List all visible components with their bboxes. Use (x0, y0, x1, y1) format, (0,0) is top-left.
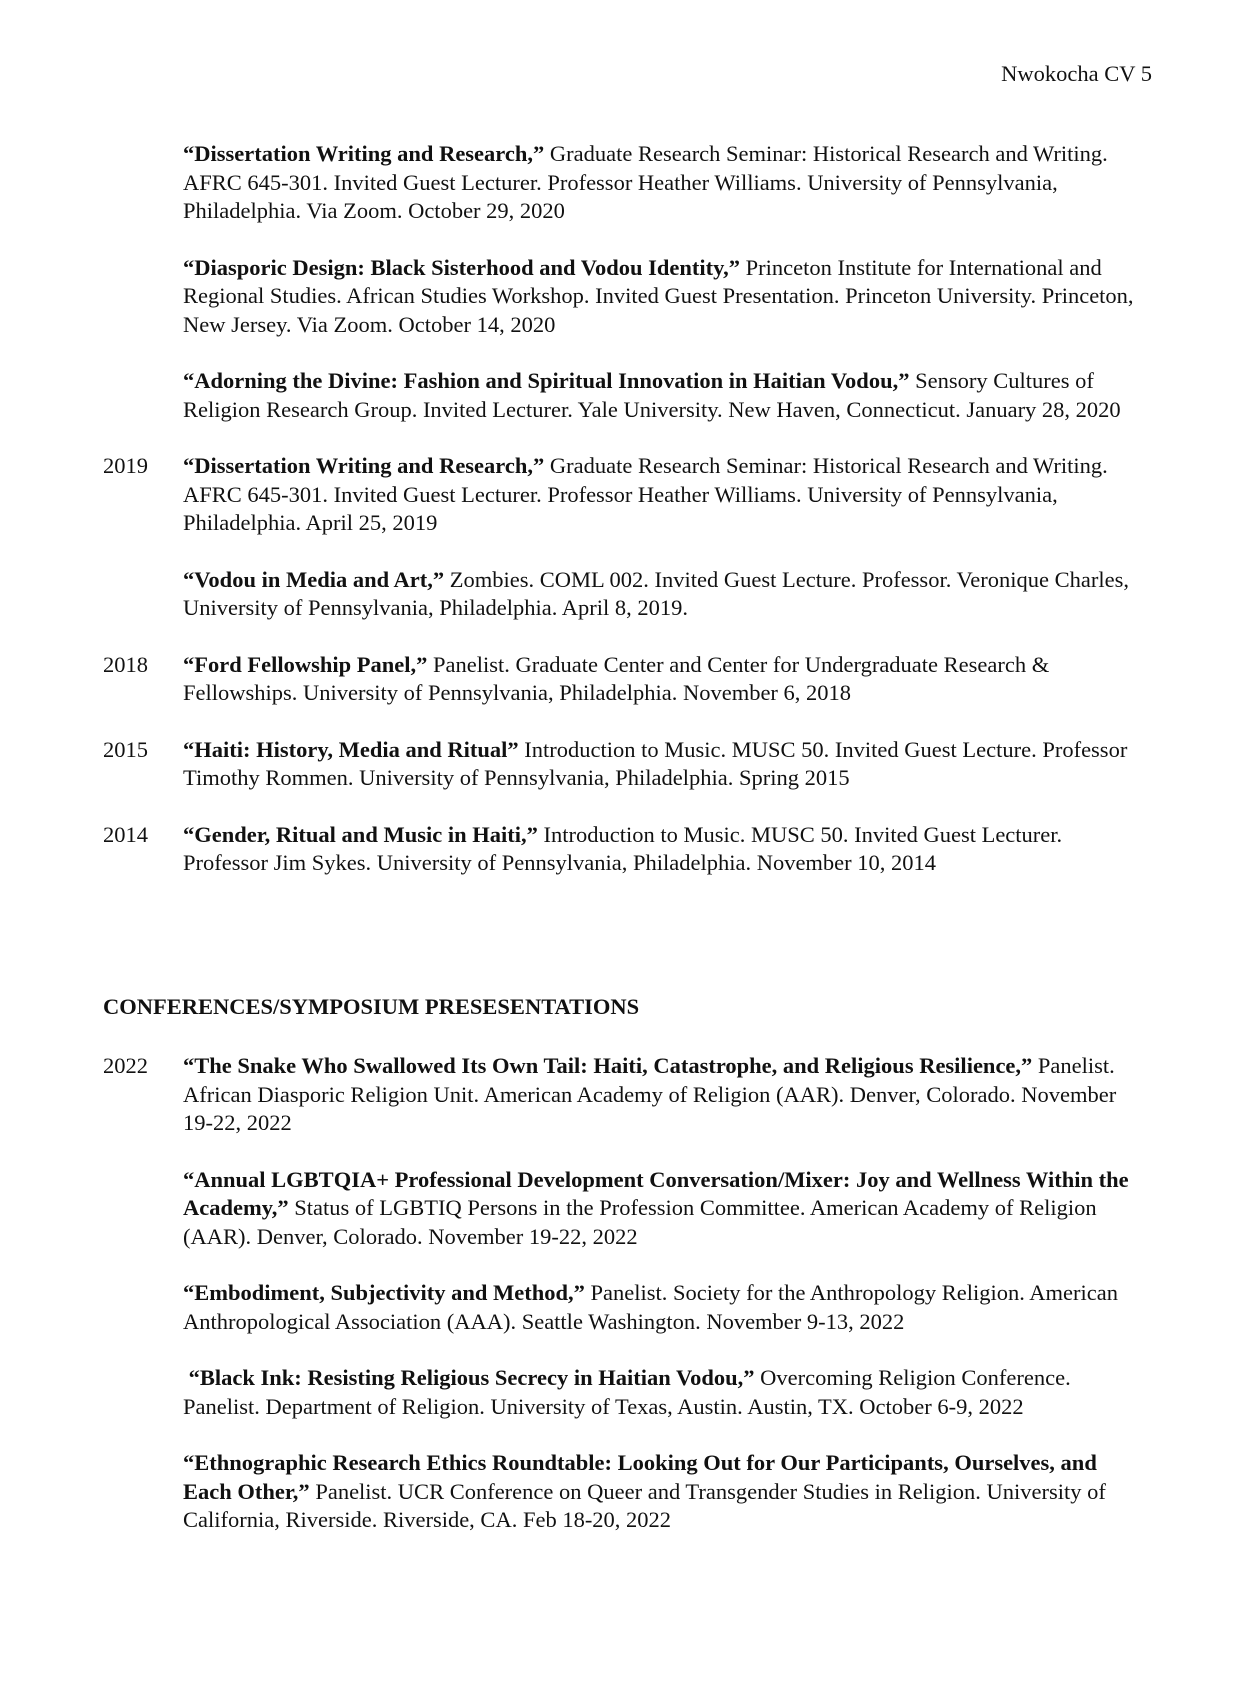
lectures-list (0, 140, 1260, 878)
entry-details: Sensory Cultures of Religion Research Group. Invited Lecturer. Yale University. New Haven, Connecticut. January 28, 2020 (183, 368, 1121, 422)
entry-title: “Gender, Ritual and Music in Haiti,” (183, 821, 538, 847)
entry-title: “Haiti: History, Media and Ritual” (183, 736, 519, 762)
entry-title: “Adorning the Divine: Fashion and Spiritual Innovation in Haitian Vodou,” (183, 368, 910, 393)
entry-title: “Ford Fellowship Panel,” (183, 651, 428, 677)
list-item (0, 1052, 1260, 1138)
entry-details: Panelist. African Diasporic Religion Unit. American Academy of Religion (AAR). Denver, Colorado. November 19-22, 2022 (183, 1053, 1117, 1135)
entry-title: “Diasporic Design: Black Sisterhood and Vodou Identity,” (183, 254, 740, 280)
list-item (0, 254, 1260, 340)
entry-year: 2018 (103, 651, 148, 677)
entry-details: Zombies. COML 002. Invited Guest Lecture. Professor. Veronique Charles, University of Pennsylvania, Philadelphia. April 8, 2019. (183, 566, 1129, 620)
entry-title: “Annual LGBTQIA+ Professional Development Conversation/Mixer: Joy and Wellness Within the Academy,” (183, 1166, 1129, 1220)
entry-title: “Vodou in Media and Art,” (183, 566, 445, 592)
entry-details: Princeton Institute for International and Regional Studies. African Studies Workshop. Invited Guest Presentation. Princeton University. Princeton, New Jersey. Via Zoom. October 14, 2020 (183, 254, 1134, 337)
list-item (0, 651, 1260, 708)
list-item (0, 1449, 1260, 1535)
entry-year: 2015 (103, 736, 148, 762)
entry-details: Overcoming Religion Conference. Panelist. Department of Religion. University of Texas, Austin. Austin, TX. October 6-9, 2022 (183, 1365, 1071, 1419)
entry-details: Status of LGBTIQ Persons in the Profession Committee. American Academy of Religion (AAR). Denver, Colorado. November 19-22, 2022 (183, 1195, 1097, 1249)
entry-details: Panelist. Graduate Center and Center for Undergraduate Research & Fellowships. University of Pennsylvania, Philadelphia. November 6, 2018 (183, 651, 1050, 705)
entry-title: “Embodiment, Subjectivity and Method,” (183, 1280, 585, 1305)
section-heading: CONFERENCES/SYMPOSIUM PRESESENTATIONS (103, 994, 640, 1019)
entry-details: Introduction to Music. MUSC 50. Invited Guest Lecturer. Professor Jim Sykes. University of Pennsylvania, Philadelphia. November 10, 2014 (183, 821, 1063, 875)
list-item (0, 140, 1260, 226)
entry-details: Panelist. UCR Conference on Queer and Transgender Studies in Religion. University of California, Riverside. Riverside, CA. Feb 18-20, 2022 (183, 1478, 1106, 1532)
entry-details: Introduction to Music. MUSC 50. Invited Guest Lecture. Professor Timothy Rommen. University of Pennsylvania, Philadelphia. Spring 2015 (183, 736, 1128, 790)
entry-year: 2022 (103, 1053, 148, 1078)
list-item (0, 1364, 1260, 1421)
entry-year: 2014 (103, 821, 148, 847)
entry-title: “Black Ink: Resisting Religious Secrecy in Haitian Vodou,” (188, 1365, 755, 1390)
entry-details: Graduate Research Seminar: Historical Research and Writing. AFRC 645-301. Invited Guest Lecturer. Professor Heather Williams. University of Pennsylvania, Philadelphia. Via Zoom. October 29, 2020 (183, 141, 1108, 223)
list-item (0, 821, 1260, 878)
entry-title: “Dissertation Writing and Research,” (183, 453, 545, 478)
list-item (0, 736, 1260, 793)
entry-title: “The Snake Who Swallowed Its Own Tail: Haiti, Catastrophe, and Religious Resilience,” (183, 1053, 1033, 1078)
list-item (0, 566, 1260, 623)
entry-title: “Dissertation Writing and Research,” (183, 141, 545, 166)
list-item (0, 367, 1260, 424)
list-item (0, 1166, 1260, 1252)
entry-year: 2019 (103, 453, 148, 478)
entry-details: Graduate Research Seminar: Historical Research and Writing. AFRC 645-301. Invited Guest Lecturer. Professor Heather Williams. University of Pennsylvania, Philadelphia. April 25, 2019 (183, 453, 1108, 535)
list-item (0, 1279, 1260, 1336)
conferences-list (0, 1052, 1260, 1535)
list-item (0, 452, 1260, 538)
entry-details: Panelist. Society for the Anthropology Religion. American Anthropological Association (AAA). Seattle Washington. November 9-13, 2022 (183, 1280, 1118, 1334)
entry-title: “Ethnographic Research Ethics Roundtable: Looking Out for Our Participants, Ourselves, and Each Other,” (183, 1450, 1097, 1504)
running-head: Nwokocha CV 5 (1001, 61, 1152, 86)
